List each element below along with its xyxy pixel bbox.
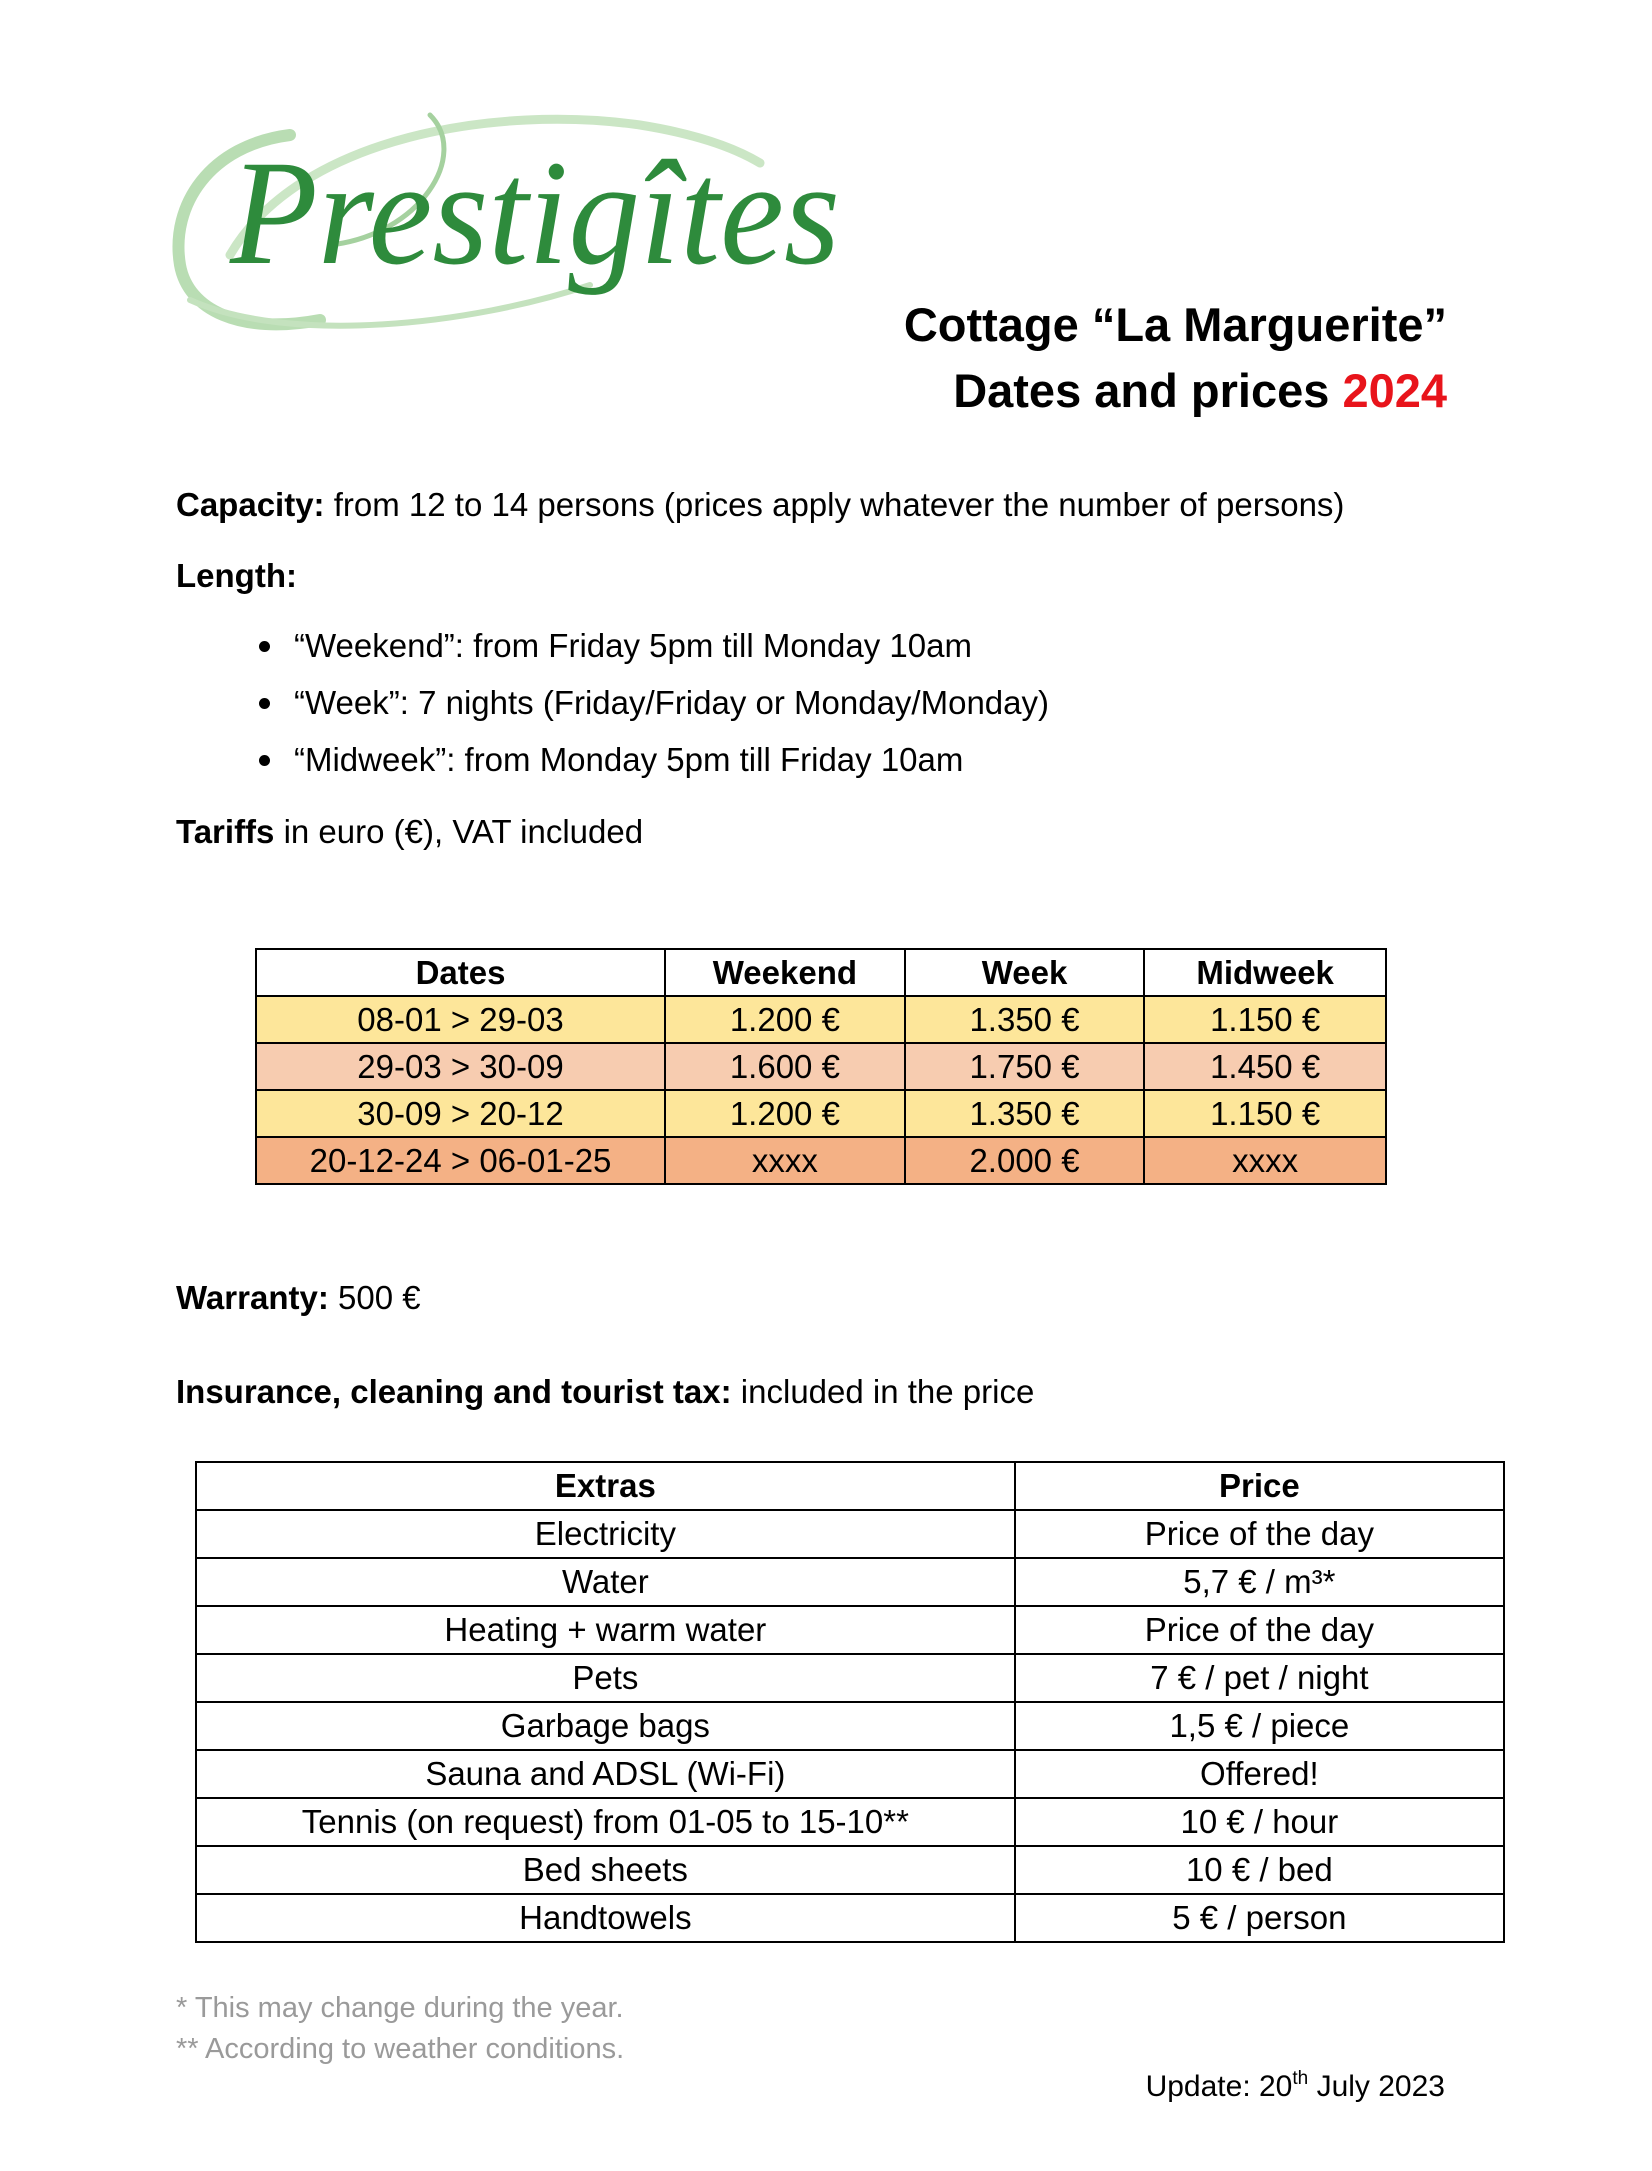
insurance-text: included in the price [740, 1373, 1035, 1410]
table-row [196, 1894, 1504, 1942]
price-table [255, 948, 1387, 1185]
table-row [196, 1510, 1504, 1558]
cell-dates: 29-03 > 30-09 [256, 1043, 665, 1090]
cell-weekend: 1.200 € [665, 1090, 905, 1137]
prestigites-logo [170, 95, 870, 355]
table-row [196, 1558, 1504, 1606]
table-row [256, 1090, 1386, 1137]
tariffs-label: Tariffs [176, 813, 275, 850]
logo-text: Prestigîtes [229, 130, 840, 296]
cell-extra: Garbage bags [196, 1702, 1015, 1750]
bullet-icon [259, 755, 270, 766]
cell-extra: Handtowels [196, 1894, 1015, 1942]
table-row [256, 996, 1386, 1043]
cell-midweek: 1.150 € [1144, 996, 1386, 1043]
header-midweek: Midweek [1144, 949, 1386, 996]
cell-price: 5 € / person [1015, 1894, 1504, 1942]
cell-extra: Heating + warm water [196, 1606, 1015, 1654]
cell-weekend: 1.200 € [665, 996, 905, 1043]
extras-table [195, 1461, 1505, 1943]
cell-week: 1.750 € [905, 1043, 1145, 1090]
update-sup: th [1292, 2068, 1309, 2089]
header-price: Price [1015, 1462, 1504, 1510]
price-table-header [256, 949, 1386, 996]
warranty-line [176, 1276, 421, 1320]
cell-extra: Bed sheets [196, 1846, 1015, 1894]
tariffs-line [176, 810, 643, 854]
list-item: “Weekend”: from Friday 5pm till Monday 10am [176, 624, 1049, 681]
cell-extra: Water [196, 1558, 1015, 1606]
cell-price: 7 € / pet / night [1015, 1654, 1504, 1702]
cell-price: 1,5 € / piece [1015, 1702, 1504, 1750]
list-item: “Week”: 7 nights (Friday/Friday or Monday/Monday) [176, 681, 1049, 738]
bullet-icon [259, 698, 270, 709]
cell-dates: 08-01 > 29-03 [256, 996, 665, 1043]
table-row [196, 1750, 1504, 1798]
cell-price: Offered! [1015, 1750, 1504, 1798]
update-date [1146, 2070, 1445, 2104]
insurance-label: Insurance, cleaning and tourist tax: [176, 1373, 732, 1410]
table-row [196, 1846, 1504, 1894]
footnote-2: ** According to weather conditions. [176, 2033, 625, 2065]
cell-dates: 30-09 > 20-12 [256, 1090, 665, 1137]
table-row [256, 1043, 1386, 1090]
cell-extra: Sauna and ADSL (Wi-Fi) [196, 1750, 1015, 1798]
table-row [256, 1137, 1386, 1184]
update-suffix: July 2023 [1316, 2070, 1445, 2103]
extras-table-header [196, 1462, 1504, 1510]
table-row [196, 1702, 1504, 1750]
insurance-line [176, 1370, 1034, 1414]
cell-midweek: 1.150 € [1144, 1090, 1386, 1137]
length-list [176, 624, 1049, 795]
cell-week: 1.350 € [905, 1090, 1145, 1137]
cell-weekend: 1.600 € [665, 1043, 905, 1090]
title-year: 2024 [1342, 364, 1447, 417]
list-item: “Midweek”: from Monday 5pm till Friday 10am [176, 738, 1049, 795]
cell-price: 10 € / hour [1015, 1798, 1504, 1846]
header-extras: Extras [196, 1462, 1015, 1510]
cell-extra: Tennis (on request) from 01-05 to 15-10** [196, 1798, 1015, 1846]
tariffs-text: in euro (€), VAT included [283, 813, 644, 850]
footnote-1: * This may change during the year. [176, 1992, 624, 2024]
length-line [176, 554, 297, 598]
capacity-line [176, 483, 1344, 527]
table-row [196, 1654, 1504, 1702]
header-week: Week [905, 949, 1145, 996]
update-prefix: Update: 20 [1145, 2070, 1293, 2103]
table-row [196, 1606, 1504, 1654]
header-dates: Dates [256, 949, 665, 996]
cell-week: 1.350 € [905, 996, 1145, 1043]
warranty-text: 500 € [337, 1279, 421, 1316]
cell-weekend: xxxx [665, 1137, 905, 1184]
cell-dates: 20-12-24 > 06-01-25 [256, 1137, 665, 1184]
capacity-text: from 12 to 14 persons (prices apply whatever the number of persons) [333, 486, 1345, 523]
title-dates-prices [904, 358, 1447, 424]
title-cottage: Cottage “La Marguerite” [903, 298, 1447, 351]
cell-price: 5,7 € / m³* [1015, 1558, 1504, 1606]
cell-price: 10 € / bed [1015, 1846, 1504, 1894]
cell-price: Price of the day [1015, 1606, 1504, 1654]
cell-extra: Pets [196, 1654, 1015, 1702]
bullet-icon [259, 641, 270, 652]
cell-price: Price of the day [1015, 1510, 1504, 1558]
capacity-label: Capacity: [176, 486, 325, 523]
title-dates-prices-text: Dates and prices [953, 364, 1330, 417]
page-title [904, 292, 1447, 424]
cell-midweek: 1.450 € [1144, 1043, 1386, 1090]
cell-extra: Electricity [196, 1510, 1015, 1558]
header-weekend: Weekend [665, 949, 905, 996]
warranty-label: Warranty: [176, 1279, 329, 1316]
table-row [196, 1798, 1504, 1846]
length-label: Length: [176, 557, 297, 594]
cell-midweek: xxxx [1144, 1137, 1386, 1184]
cell-week: 2.000 € [905, 1137, 1145, 1184]
